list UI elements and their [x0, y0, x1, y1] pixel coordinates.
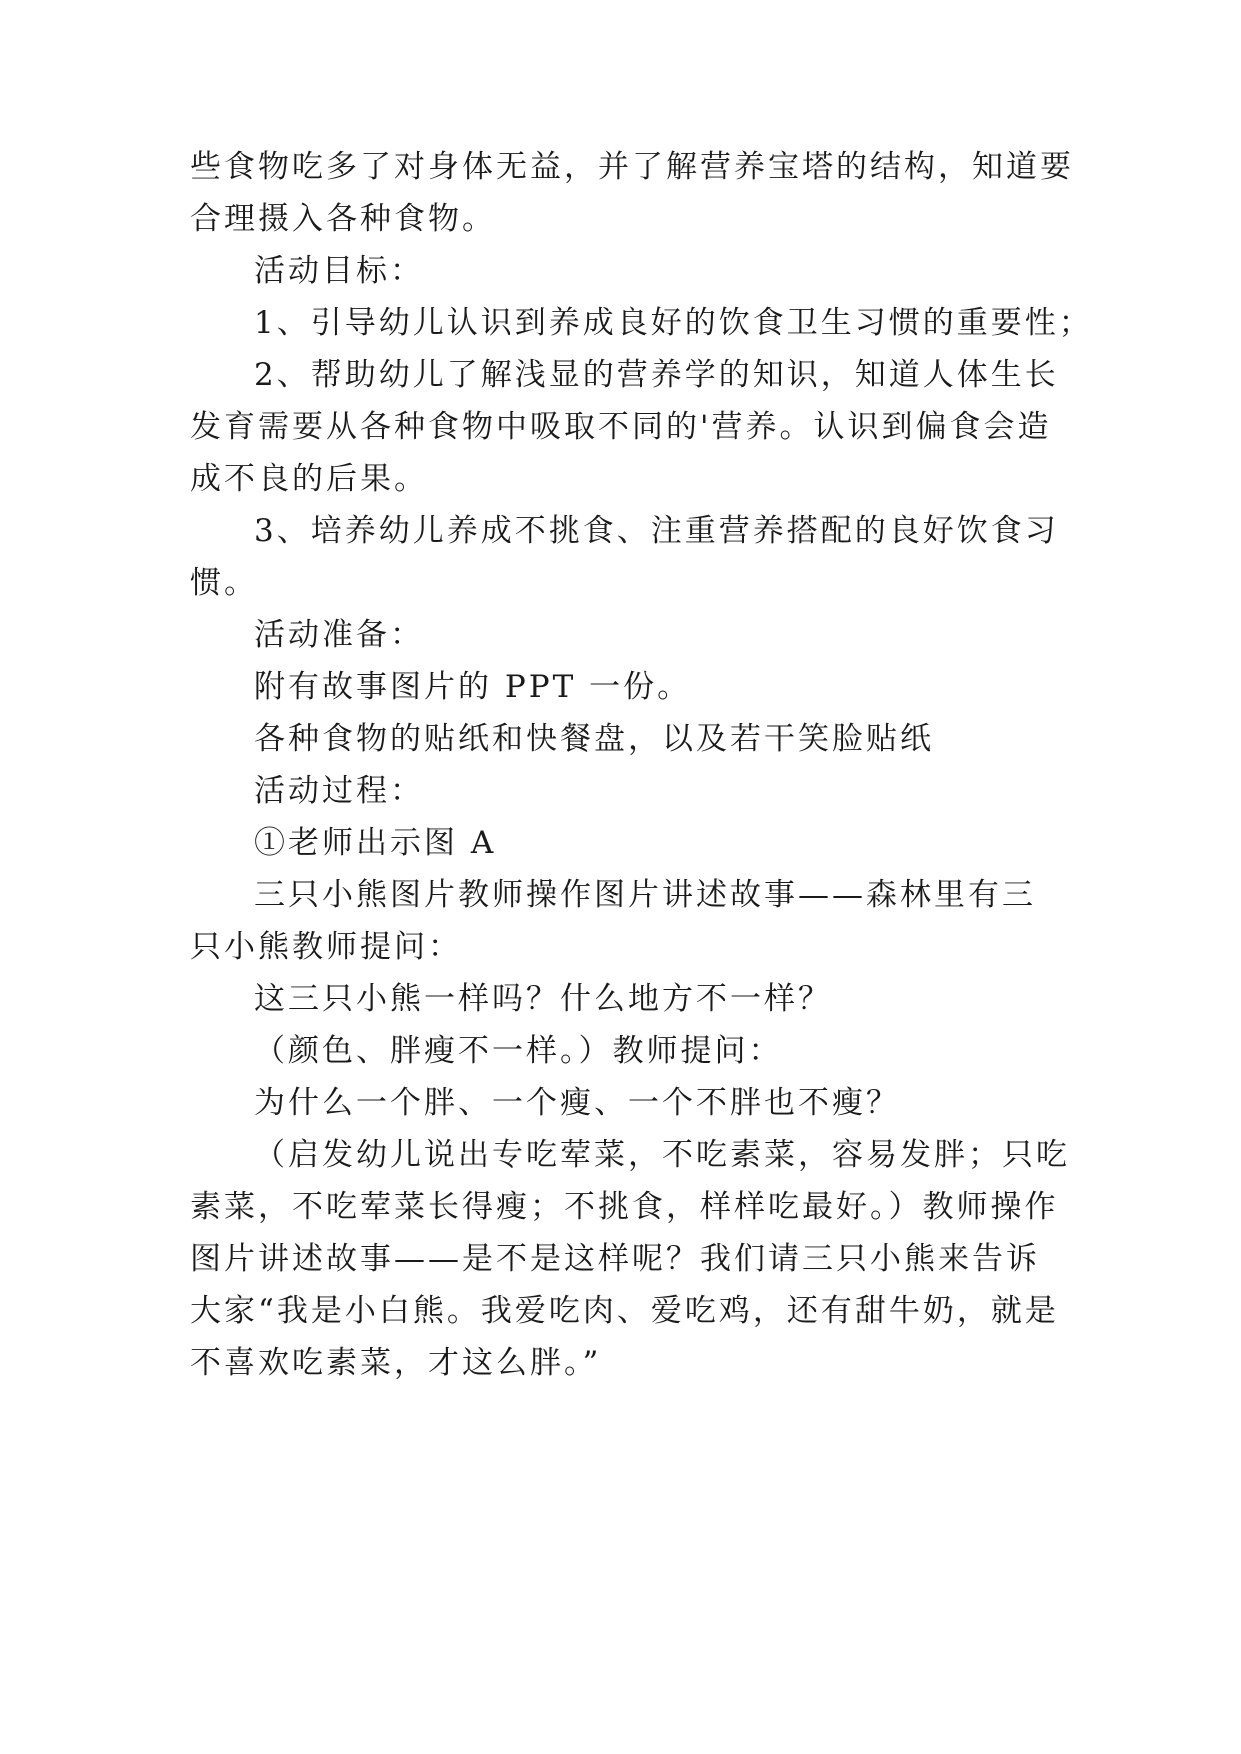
text-line: （启发幼儿说出专吃荤菜，不吃素菜，容易发胖；只吃: [254, 1137, 1070, 1173]
text-line: 大家“我是小白熊。我爱吃肉、爱吃鸡，还有甜牛奶，就是: [190, 1293, 1059, 1329]
text-line: 这三只小熊一样吗？什么地方不一样？: [254, 981, 832, 1017]
text-line: 素菜，不吃荤菜长得瘦；不挑食，样样吃最好。）教师操作: [190, 1189, 1059, 1225]
text-line: 惯。: [190, 565, 258, 601]
text-line: 1、引导幼儿认识到养成良好的饮食卫生习惯的重要性；: [254, 305, 1093, 341]
text-line: 附有故事图片的 PPT 一份。: [254, 669, 692, 705]
section-heading: 活动目标：: [254, 253, 424, 289]
text-line: ①老师出示图 A: [254, 825, 497, 861]
text-line: 为什么一个胖、一个瘦、一个不胖也不瘦？: [254, 1085, 900, 1121]
text-line: 些食物吃多了对身体无益，并了解营养宝塔的结构，知道要: [190, 149, 1074, 185]
text-line: 各种食物的贴纸和快餐盘，以及若干笑脸贴纸: [254, 721, 934, 757]
text-line: 只小熊教师提问：: [190, 929, 462, 965]
text-line: 图片讲述故事——是不是这样呢？我们请三只小熊来告诉: [190, 1241, 1040, 1277]
section-heading: 活动过程：: [254, 773, 424, 809]
text-line: （颜色、胖瘦不一样。）教师提问：: [254, 1033, 783, 1069]
text-line: 发育需要从各种食物中吸取不同的'营养。认识到偏食会造: [190, 409, 1052, 445]
text-line: 2、帮助幼儿了解浅显的营养学的知识，知道人体生长: [254, 357, 1059, 393]
section-heading: 活动准备：: [254, 617, 424, 653]
text-line: 不喜欢吃素菜，才这么胖。”: [190, 1345, 602, 1381]
text-line: 合理摄入各种食物。: [190, 201, 496, 237]
text-line: 3、培养幼儿养成不挑食、注重营养搭配的良好饮食习: [254, 513, 1059, 549]
text-line: 三只小熊图片教师操作图片讲述故事——森林里有三: [254, 877, 1036, 913]
text-line: 成不良的后果。: [190, 461, 428, 497]
